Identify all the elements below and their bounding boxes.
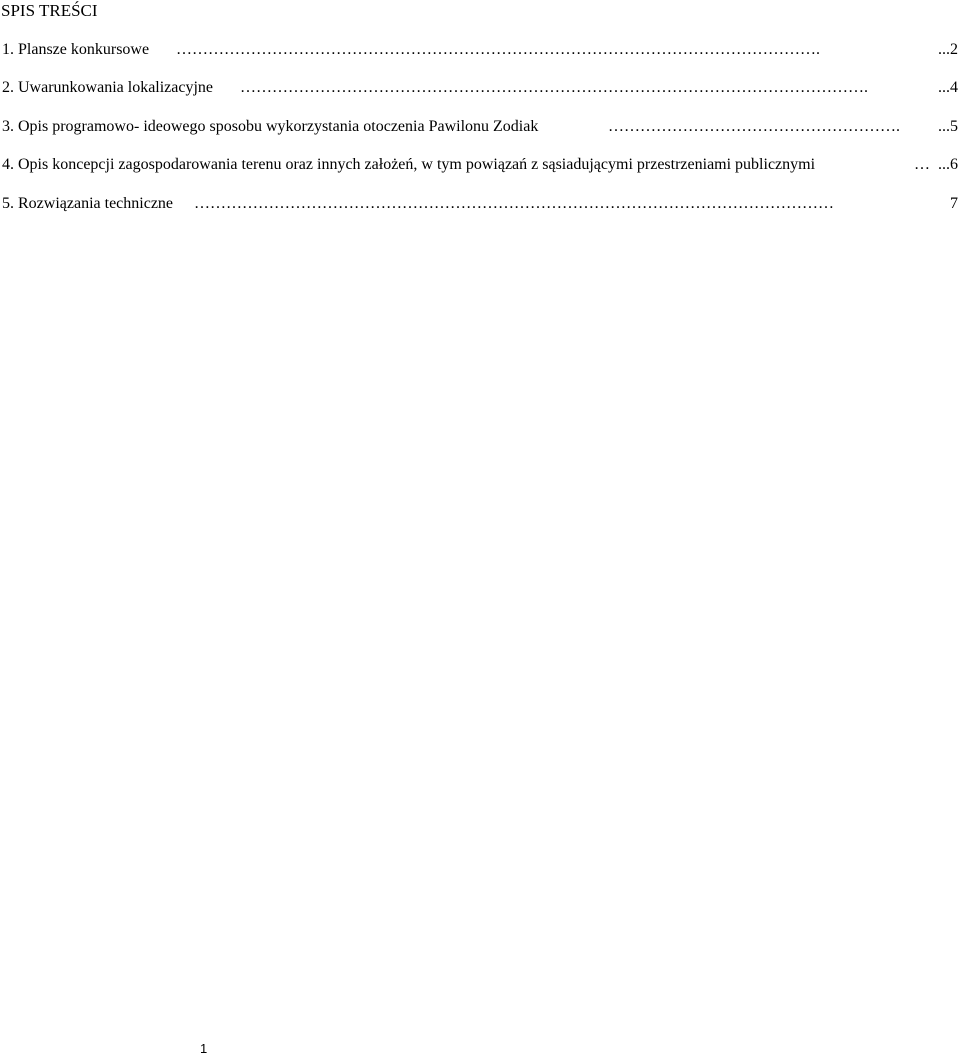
toc-entry-text: 3. Opis programowo- ideowego sposobu wykorzystania otoczenia Pawilonu Zodiak bbox=[2, 118, 539, 135]
toc-entry-leader: …………………………………………………………………………………………………………. bbox=[176, 41, 820, 58]
toc-entry[interactable] bbox=[2, 155, 958, 175]
toc-entry-page: 7 bbox=[950, 195, 958, 212]
toc-entry-leader: ………………………………………………………………………………………………………… bbox=[194, 195, 834, 212]
toc-entry-text: 1. Plansze konkursowe bbox=[2, 41, 150, 58]
page-number: 1 bbox=[200, 1041, 208, 1056]
toc-entry[interactable] bbox=[2, 117, 958, 137]
toc-entry-leader: ………………………………………………………………………………………………………. bbox=[240, 79, 868, 96]
toc-entry[interactable] bbox=[2, 194, 958, 214]
toc-entry-text: 4. Opis koncepcji zagospodarowania terenu oraz innych założeń, w tym powiązań z sąsiadującymi przestrzeniami publicznymi bbox=[2, 156, 816, 173]
toc-entry-page: ...4 bbox=[938, 79, 958, 96]
toc-entry-text: 2. Uwarunkowania lokalizacyjne bbox=[2, 79, 214, 96]
toc-entry-page: ...2 bbox=[938, 41, 958, 58]
toc-entry[interactable] bbox=[2, 40, 958, 60]
toc-entry[interactable] bbox=[2, 78, 958, 98]
toc-entry-leader: ………………………………………………. bbox=[608, 118, 900, 135]
toc-title: SPIS TREŚCI bbox=[1, 1, 98, 20]
toc-entry-leader: … bbox=[914, 156, 930, 173]
toc-entry-page: ...5 bbox=[938, 118, 958, 135]
toc-entry-text: 5. Rozwiązania techniczne bbox=[2, 195, 174, 212]
toc-entry-page: ...6 bbox=[938, 156, 958, 173]
